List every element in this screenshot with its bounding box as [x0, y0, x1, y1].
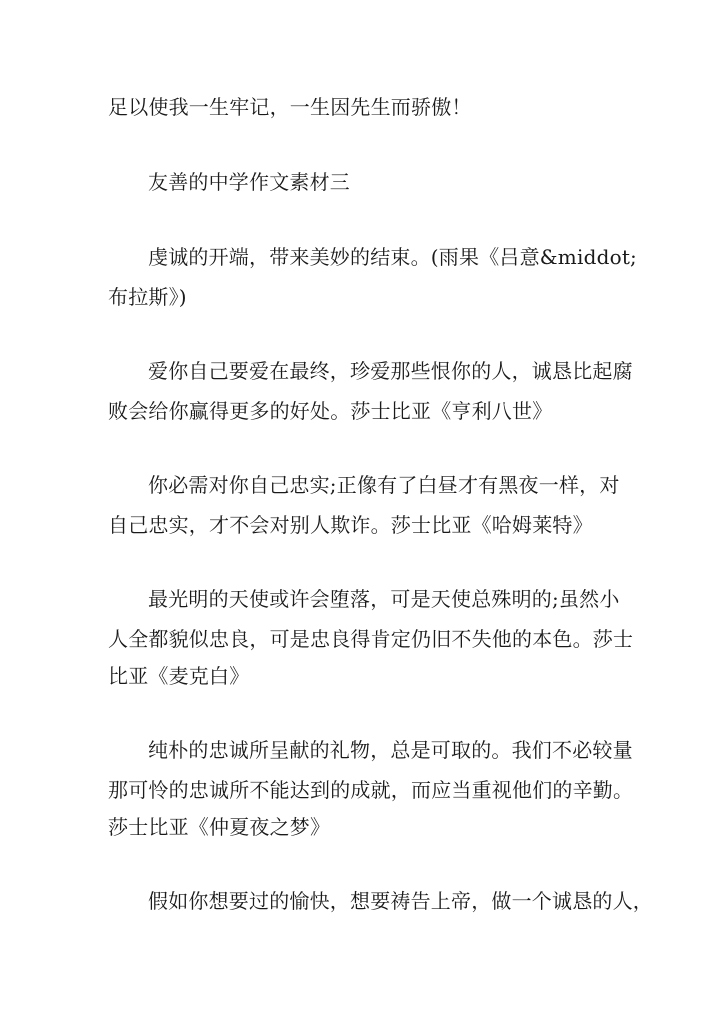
paragraph-line: 比亚《麦克白》: [108, 664, 250, 688]
paragraph-line: 假如你想要过的愉快，想要祷告上帝，做一个诚恳的人，: [148, 889, 653, 913]
section-heading: 友善的中学作文素材三: [148, 170, 350, 194]
paragraph-line: 败会给你赢得更多的好处。莎士比亚《亨利八世》: [108, 399, 553, 423]
paragraph-line: 最光明的天使或许会堕落，可是天使总殊明的;虽然小: [148, 587, 620, 611]
paragraph-line: 虔诚的开端，带来美妙的结束。(雨果《吕意&middot;: [148, 245, 637, 269]
paragraph-line: 人全都貌似忠良，可是忠良得肯定仍旧不失他的本色。莎士: [108, 627, 634, 651]
paragraph-line: 纯朴的忠诚所呈献的礼物，总是可取的。我们不必较量: [148, 738, 633, 762]
paragraph-line: 莎士比亚《仲夏夜之梦》: [108, 815, 331, 839]
paragraph-line: 布拉斯》): [108, 285, 187, 309]
paragraph-line: 你必需对你自己忠实;正像有了白昼才有黑夜一样，对: [148, 473, 620, 497]
paragraph-line: 自己忠实，才不会对别人欺诈。莎士比亚《哈姆莱特》: [108, 513, 593, 537]
paragraph-line: 那可怜的忠诚所不能达到的成就，而应当重视他们的辛勤。: [108, 778, 634, 802]
paragraph-line: 足以使我一生牢记，一生因先生而骄傲！: [108, 95, 472, 119]
paragraph-line: 爱你自己要爱在最终，珍爱那些恨你的人，诚恳比起腐: [148, 359, 633, 383]
